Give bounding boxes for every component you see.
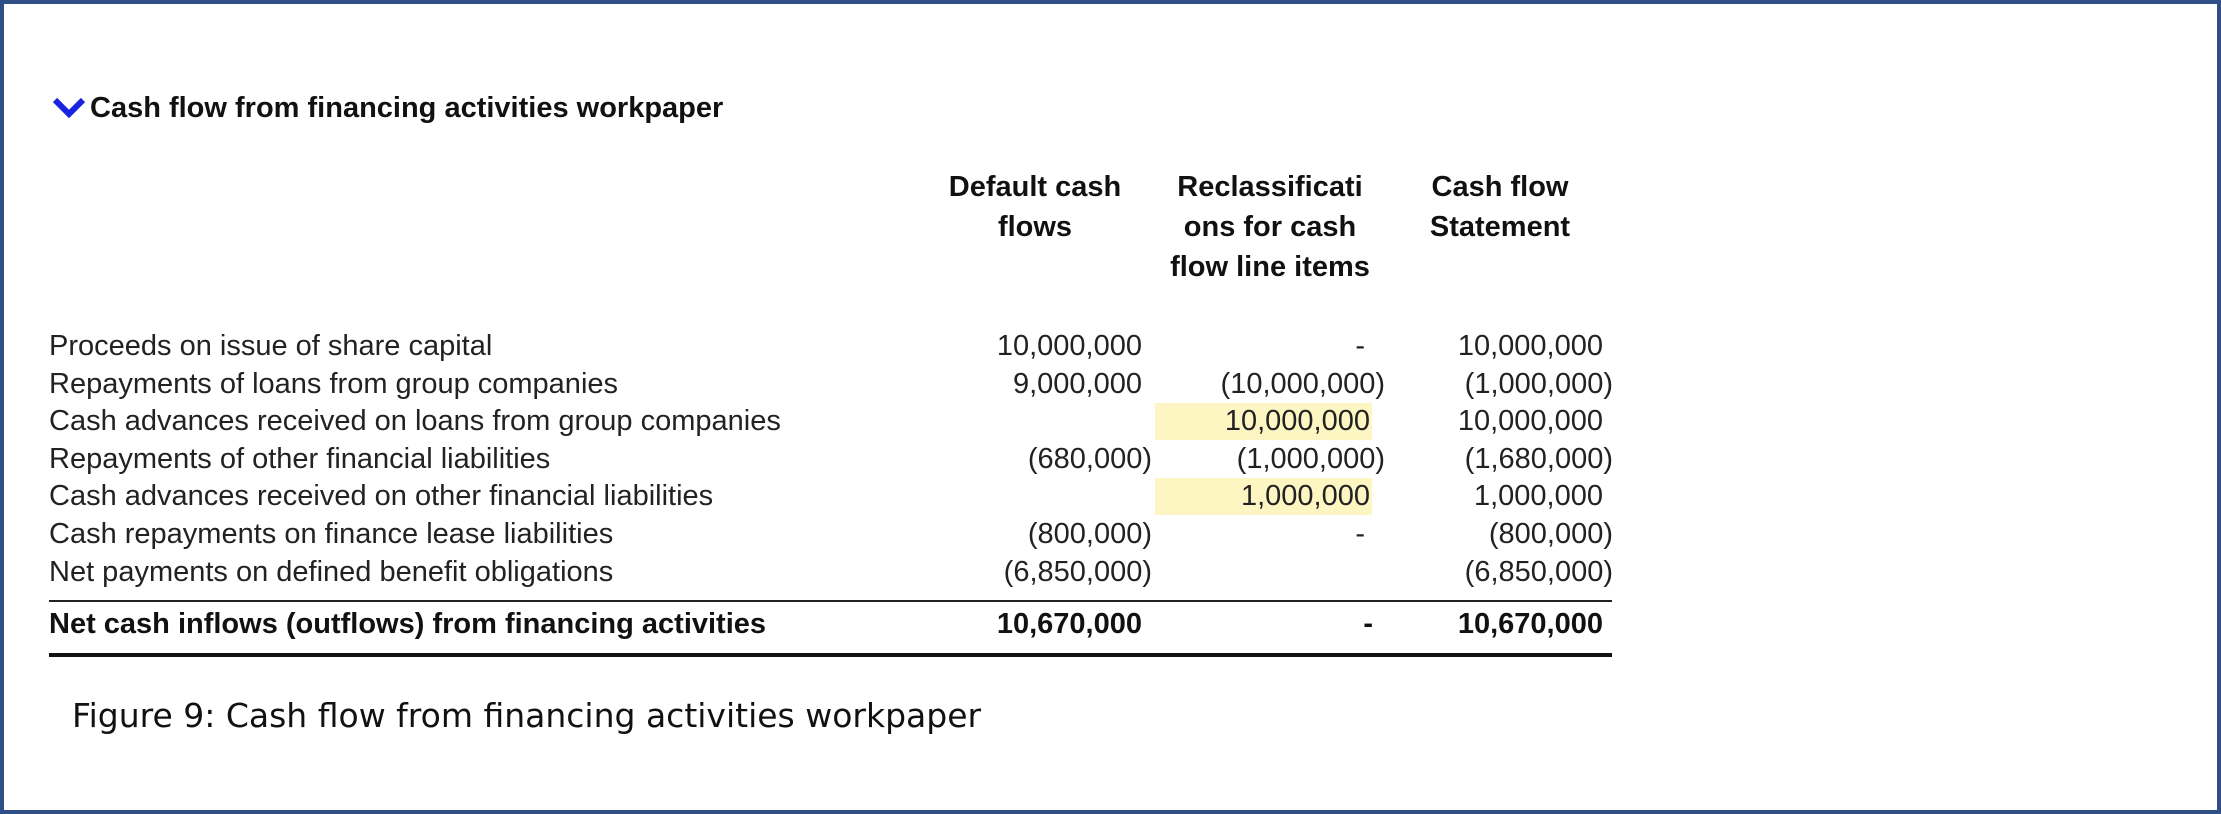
total-label: Net cash inflows (outflows) from financing activities (49, 608, 767, 640)
cell-cash-flow-statement: (1,680,000) (1464, 443, 1613, 475)
column-header-line: Statement (1429, 211, 1571, 243)
total-row (0, 606, 1620, 643)
section-header[interactable] (52, 88, 723, 128)
row-label: Cash advances received on loans from group companies (49, 405, 781, 437)
table-row (0, 328, 1620, 365)
cell-default-cash-flows: 9,000,000 (1012, 368, 1142, 400)
total-bottom-rule (49, 653, 1612, 657)
column-header-cash-flow-statement (1395, 167, 1605, 247)
cell-reclassifications (1155, 554, 1385, 591)
figure-caption: Figure 9: Cash flow from financing activities workpaper (72, 696, 982, 735)
cell-reclassifications: - (1355, 518, 1365, 550)
row-label: Cash repayments on finance lease liabilities (49, 518, 614, 550)
row-label: Proceeds on issue of share capital (49, 330, 493, 362)
row-label: Cash advances received on other financial liabilities (49, 480, 714, 512)
total-default-cash-flows: 10,670,000 (996, 608, 1142, 640)
column-header-line: Default cash (948, 171, 1122, 203)
chevron-down-icon[interactable] (52, 88, 90, 128)
cell-default-cash-flows (960, 478, 1152, 515)
cell-reclassifications: (1,000,000) (1236, 443, 1385, 475)
section-title: Cash flow from financing activities workpaper (90, 91, 724, 124)
cell-default-cash-flows: (680,000) (1027, 443, 1152, 475)
row-label: Repayments of other financial liabilities (49, 443, 551, 475)
total-reclassifications: - (1363, 608, 1373, 640)
cell-reclassifications: 1,000,000 (1155, 478, 1372, 515)
cell-cash-flow-statement: 10,000,000 (1457, 330, 1603, 362)
cell-default-cash-flows: (800,000) (1027, 518, 1152, 550)
cell-reclassifications: 10,000,000 (1155, 403, 1372, 440)
cell-reclassifications: - (1355, 330, 1365, 362)
column-header-line: Cash flow (1431, 171, 1569, 203)
table-row (0, 478, 1620, 515)
column-header-line: Reclassificati (1177, 171, 1363, 203)
table-row (0, 441, 1620, 478)
table-row (0, 403, 1620, 440)
cell-cash-flow-statement: 1,000,000 (1473, 480, 1603, 512)
row-label: Net payments on defined benefit obligations (49, 556, 614, 588)
cell-cash-flow-statement: 10,000,000 (1457, 405, 1603, 437)
cell-default-cash-flows: (6,850,000) (1003, 556, 1152, 588)
column-header-line: flows (997, 211, 1073, 243)
cell-cash-flow-statement: (800,000) (1488, 518, 1613, 550)
cell-reclassifications: (10,000,000) (1220, 368, 1385, 400)
cell-cash-flow-statement: (1,000,000) (1464, 368, 1613, 400)
cell-default-cash-flows (960, 403, 1152, 440)
cell-default-cash-flows: 10,000,000 (996, 330, 1142, 362)
table-row (0, 516, 1620, 553)
table-row (0, 554, 1620, 591)
column-header-default-cash-flows (930, 167, 1140, 247)
column-header-reclassifications (1150, 167, 1390, 287)
column-header-line: ons for cash (1183, 211, 1357, 243)
column-header-line: flow line items (1170, 251, 1370, 283)
total-top-rule (49, 600, 1612, 602)
row-label: Repayments of loans from group companies (49, 368, 619, 400)
cell-cash-flow-statement: (6,850,000) (1464, 556, 1613, 588)
total-cash-flow-statement: 10,670,000 (1457, 608, 1603, 640)
table-row (0, 366, 1620, 403)
